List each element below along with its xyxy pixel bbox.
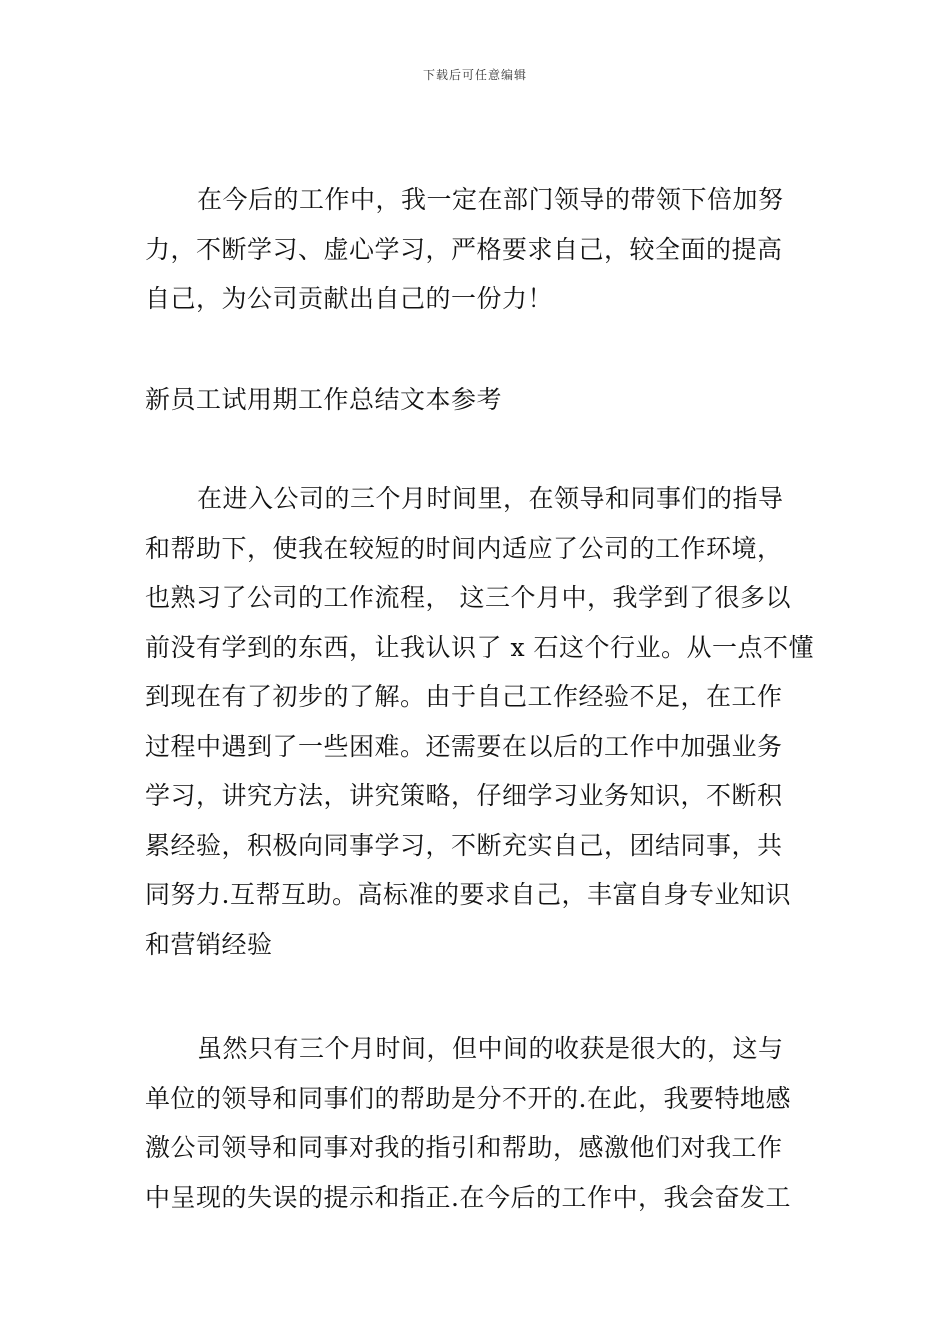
paragraph-line: 自己，为公司贡献出自己的一份力！ <box>145 284 554 313</box>
paragraph-line <box>145 1024 805 1074</box>
paragraph-line: 力，不断学习、虚心学习，严格要求自己，较全面的提高 <box>145 234 783 264</box>
paragraph-line: 和帮助下，使我在较短的时间内适应了公司的工作环境， <box>145 533 783 563</box>
paragraph-line: 单位的领导和同事们的帮助是分不开的.在此，我要特地感 <box>145 1083 791 1113</box>
paragraph-2 <box>145 474 814 969</box>
paragraph-3 <box>145 1024 805 1222</box>
paragraph-line: 同努力.互帮互助。高标准的要求自己，丰富自身专业知识 <box>145 880 791 909</box>
line-text: 在进入公司的三个月时间里，在领导和同事们的指导 <box>197 484 784 513</box>
header-note: 下载后可任意编辑 <box>422 68 527 82</box>
paragraph-line: 中呈现的失误的提示和指正.在今后的工作中，我会奋发工 <box>145 1182 791 1212</box>
paragraph-line: 累经验，积极向同事学习，不断充实自己，团结同事，共 <box>145 830 783 860</box>
line-text: 在今后的工作中，我一定在部门领导的带领下倍加努 <box>197 185 784 214</box>
paragraph-line: 也熟习了公司的工作流程， 这三个月中，我学到了很多以 <box>145 583 791 612</box>
section-title: 新员工试用期工作总结文本参考 <box>145 385 503 414</box>
paragraph-line: 前没有学到的东西，让我认识了 x 石这个行业。从一点不懂 <box>145 632 814 662</box>
paragraph-1 <box>145 175 805 324</box>
paragraph-line <box>145 474 805 524</box>
paragraph-line: 过程中遇到了一些困难。还需要在以后的工作中加强业务 <box>145 731 783 761</box>
paragraph-line: 激公司领导和同事对我的指引和帮助，感激他们对我工作 <box>145 1133 783 1162</box>
paragraph-line: 和营销经验 <box>145 929 273 959</box>
paragraph-line: 学习，讲究方法，讲究策略，仔细学习业务知识，不断积 <box>145 781 783 810</box>
line-text: 虽然只有三个月时间，但中间的收获是很大的，这与 <box>197 1034 784 1063</box>
paragraph-line <box>145 175 805 225</box>
paragraph-line: 到现在有了初步的了解。由于自己工作经验不足，在工作 <box>145 682 783 711</box>
